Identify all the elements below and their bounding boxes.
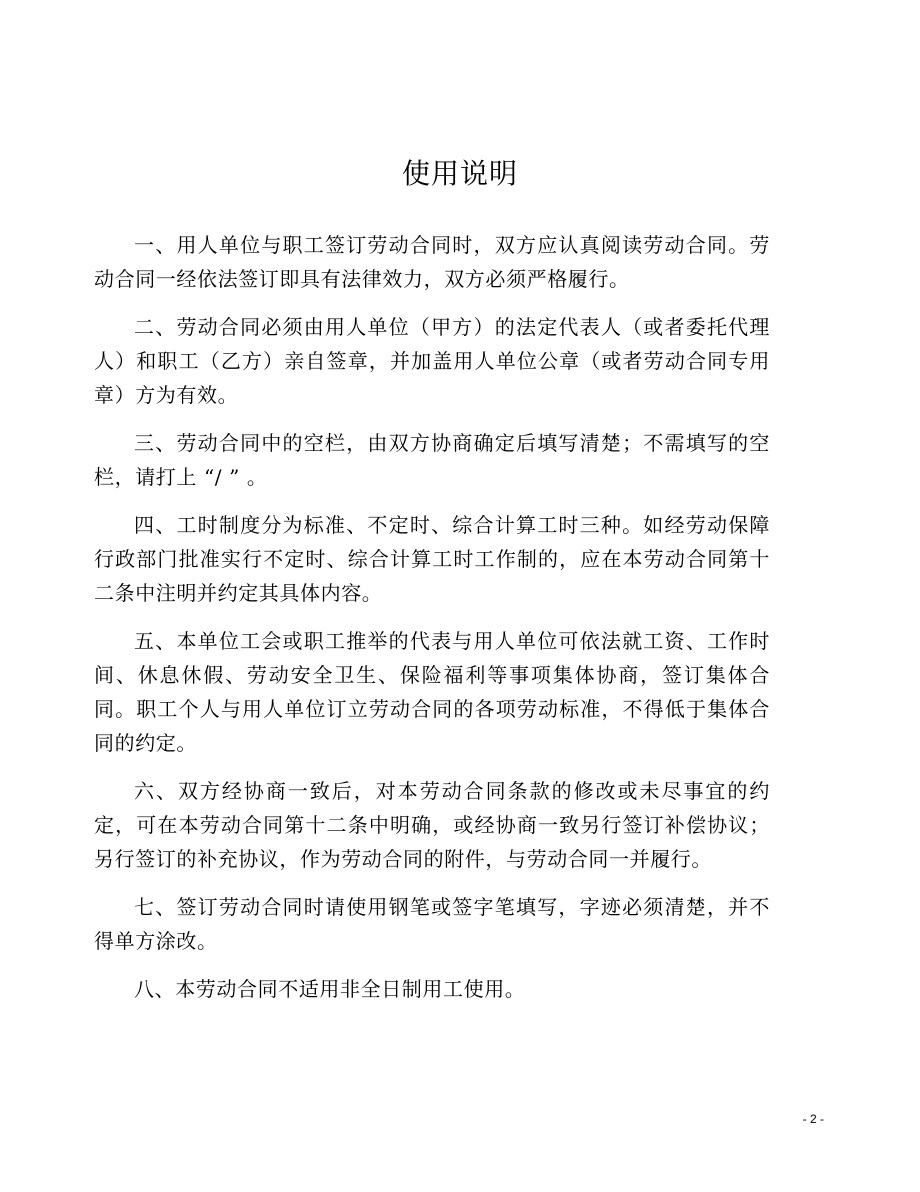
instruction-paragraph-5: 五、本单位工会或职工推举的代表与用人单位可依法就工资、工作时间、休息休假、劳动安全卫生、保险福利等事项集体协商，签订集体合同。职工个人与用人单位订立劳动合同的各项劳动标准，不得低于集体合同的约定。: [94, 629, 770, 755]
instruction-paragraph-8: 八、本劳动合同不适用非全日制用工使用。: [134, 977, 526, 1001]
instruction-paragraph-1: 一、用人单位与职工签订劳动合同时，双方应认真阅读劳动合同。劳动合同一经依法签订即具有法律效力，双方必须严格履行。: [94, 233, 770, 291]
instructions-body: [94, 228, 770, 1020]
instruction-paragraph-6: 六、双方经协商一致后，对本劳动合同条款的修改或未尽事宜的约定，可在本劳动合同第十二条中明确，或经协商一致另行签订补偿协议；另行签订的补充协议，作为劳动合同的附件，与劳动合同一并履行。: [94, 779, 770, 871]
instruction-paragraph-7: 七、签订劳动合同时请使用钢笔或签字笔填写，字迹必须清楚，并不得单方涂改。: [94, 895, 770, 953]
document-title: 使用说明: [401, 157, 518, 190]
instruction-paragraph-2: 二、劳动合同必须由用人单位（甲方）的法定代表人（或者委托代理人）和职工（乙方）亲自签章，并加盖用人单位公章（或者劳动合同专用章）方为有效。: [94, 315, 770, 407]
instruction-paragraph-3: 三、劳动合同中的空栏，由双方协商确定后填写清楚；不需填写的空栏，请打上 “/ ” 。: [94, 431, 770, 489]
page-number: - 2 -: [802, 1112, 824, 1126]
instruction-paragraph-4: 四、工时制度分为标准、不定时、综合计算工时三种。如经劳动保障行政部门批准实行不定时、综合计算工时工作制的，应在本劳动合同第十二条中注明并约定其具体内容。: [94, 513, 770, 605]
